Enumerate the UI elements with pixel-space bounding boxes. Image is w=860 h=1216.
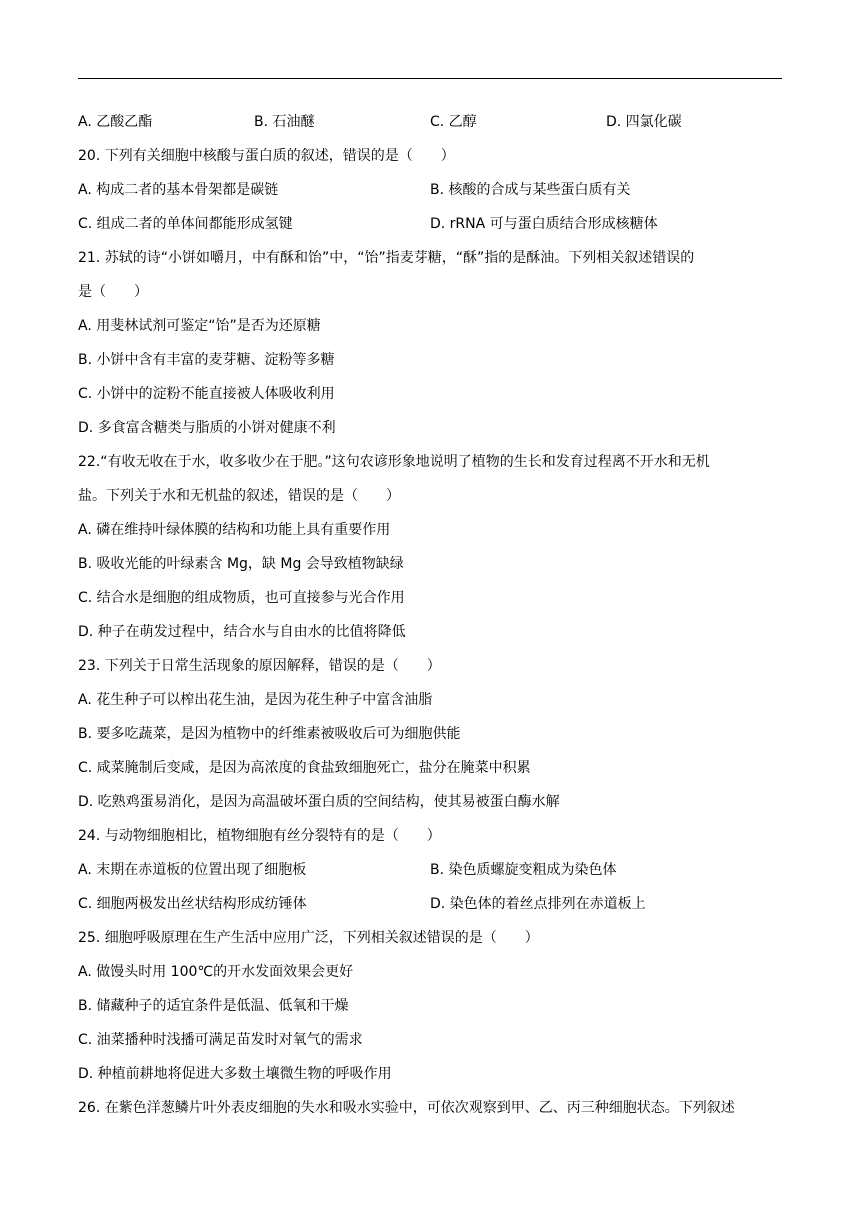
question-24-options-row1 [78,853,788,887]
option-d: D. 多食富含糖类与脂质的小饼对健康不利 [78,420,336,436]
option-c: C. 小饼中的淀粉不能直接被人体吸收利用 [78,386,335,402]
option-d: D. 种子在萌发过程中，结合水与自由水的比值将降低 [78,624,406,640]
option-a: A. 花生种子可以榨出花生油，是因为花生种子中富含油脂 [78,692,433,708]
option-b: B. 染色质螺旋变粗成为染色体 [430,862,617,878]
option-b: B. 吸收光能的叶绿素含 Mg，缺 Mg 会导致植物缺绿 [78,556,404,572]
option-c: C. 组成二者的单体间都能形成氢键 [78,216,293,232]
option-b: B. 要多吃蔬菜，是因为植物中的纤维素被吸收后可为细胞供能 [78,726,461,742]
option-b: B. 核酸的合成与某些蛋白质有关 [430,182,631,198]
option-b: B. 储藏种子的适宜条件是低温、低氧和干燥 [78,998,349,1014]
prev-question-options [78,105,788,139]
question-21-stem-line1: 21. 苏轼的诗“小饼如嚼月，中有酥和饴”中，“饴”指麦芽糖，“酥”指的是酥油。下列相关叙述错误的 [78,250,695,266]
question-20-stem: 20. 下列有关细胞中核酸与蛋白质的叙述，错误的是（ ） [78,148,455,164]
question-25-stem: 25. 细胞呼吸原理在生产生活中应用广泛，下列相关叙述错误的是（ ） [78,930,539,946]
option-a: A. 构成二者的基本骨架都是碳链 [78,182,279,198]
option-b: B. 石油醚 [254,114,315,130]
option-a: A. 磷在维持叶绿体膜的结构和功能上具有重要作用 [78,522,391,538]
question-20-options-row1 [78,173,788,207]
question-26-stem: 26. 在紫色洋葱鳞片叶外表皮细胞的失水和吸水实验中，可依次观察到甲、乙、丙三种细胞状态。下列叙述 [78,1100,735,1116]
option-a: A. 做馒头时用 100℃的开水发面效果会更好 [78,964,354,980]
option-a: A. 末期在赤道板的位置出现了细胞板 [78,862,307,878]
question-21-stem-line2: 是（ ） [78,284,148,300]
option-d: D. 四氯化碳 [606,114,682,130]
question-24-stem: 24. 与动物细胞相比，植物细胞有丝分裂特有的是（ ） [78,828,441,844]
question-20-options-row2 [78,207,788,241]
option-d: D. 种植前耕地将促进大多数土壤微生物的呼吸作用 [78,1066,392,1082]
header-rule [78,78,782,79]
option-c: C. 油菜播种时浅播可满足苗发时对氧气的需求 [78,1032,363,1048]
option-c: C. 咸菜腌制后变咸，是因为高浓度的食盐致细胞死亡，盐分在腌菜中积累 [78,760,531,776]
option-d: D. 吃熟鸡蛋易消化，是因为高温破坏蛋白质的空间结构，使其易被蛋白酶水解 [78,794,560,810]
question-22-stem-line1: 22.“有收无收在于水，收多收少在于肥。”这句农谚形象地说明了植物的生长和发育过程离不开水和无机 [78,454,710,470]
option-d: D. rRNA 可与蛋白质结合形成核糖体 [430,216,658,232]
option-c: C. 结合水是细胞的组成物质，也可直接参与光合作用 [78,590,405,606]
option-a: A. 用斐林试剂可鉴定“饴”是否为还原糖 [78,318,321,334]
option-c: C. 乙醇 [430,114,477,130]
option-d: D. 染色体的着丝点排列在赤道板上 [430,896,646,912]
option-b: B. 小饼中含有丰富的麦芽糖、淀粉等多糖 [78,352,335,368]
option-a: A. 乙酸乙酯 [78,114,153,130]
option-c: C. 细胞两极发出丝状结构形成纺锤体 [78,896,307,912]
question-23-stem: 23. 下列关于日常生活现象的原因解释，错误的是（ ） [78,658,441,674]
question-22-stem-line2: 盐。下列关于水和无机盐的叙述，错误的是（ ） [78,488,400,504]
exam-content [78,105,788,1125]
question-24-options-row2 [78,887,788,921]
